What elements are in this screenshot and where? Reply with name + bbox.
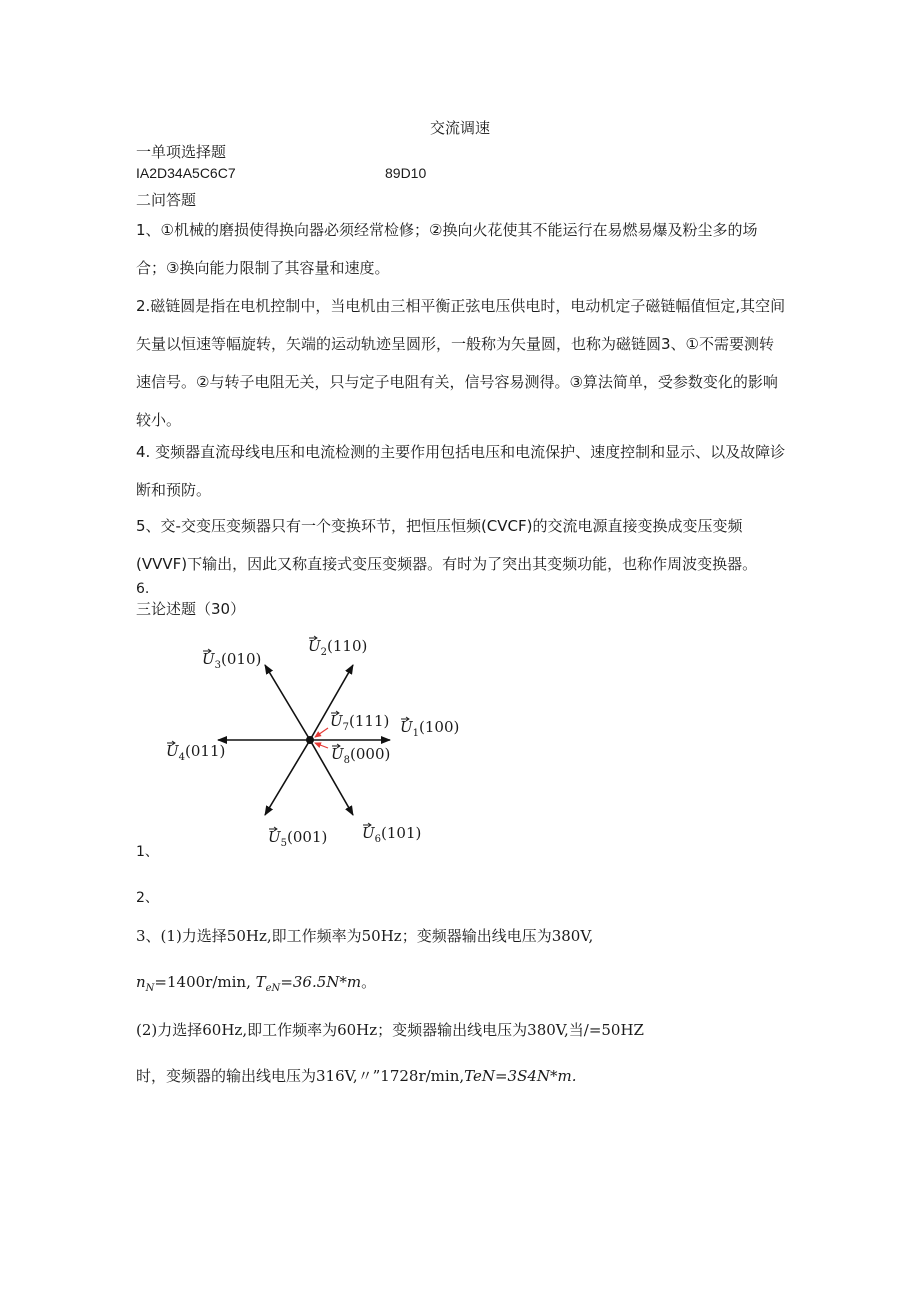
answers-part-a: IA2D34A5C6C7	[136, 165, 236, 181]
section-2-heading: 二问答题	[136, 191, 197, 209]
item-3-line-4	[136, 1065, 577, 1086]
u8-pointer	[315, 743, 328, 748]
answer-5: 5、交-交变压变频器只有一个变换环节，把恒压恒频(CVCF)的交流电源直接变换成变压变频(VVVF)下输出，因此又称直接式变压变频器。有时为了突出其变频功能，也称作周波变换器。	[136, 517, 758, 573]
torque-symbol: T	[255, 973, 266, 991]
speed-subscript: N	[145, 983, 155, 994]
torque-value: =36.5N*m	[280, 973, 362, 991]
section-1-heading: 一单项选择题	[136, 143, 227, 161]
document-title: 交流调速	[429, 119, 490, 137]
torque-subscript: eN	[265, 983, 281, 994]
section-3-heading: 三论述题（30）	[136, 600, 246, 618]
vector-u8-label: $U_8(000)$	[331, 745, 391, 766]
vector-u2-label: $U_2(110)$	[308, 637, 368, 658]
speed-symbol: n	[136, 973, 146, 991]
answer-6: 6.	[136, 581, 150, 597]
vector-u5-arrow	[265, 740, 310, 815]
item-3-line-3: (2)力选择60Hz,即工作频率为60Hz；变频器输出线电压为380V,当/=50HZ	[136, 1021, 644, 1039]
speed-value: =1400r/min,	[154, 973, 251, 991]
answers-part-b: 89D10	[385, 165, 427, 181]
vector-u1-label: $U_1(100)$	[400, 718, 460, 739]
vector-u5-label: $U_5(001)$	[268, 828, 328, 849]
origin-point	[306, 736, 314, 744]
answer-2-3: 2.磁链圆是指在电机控制中，当电机由三相平衡正弦电压供电时，电动机定子磁链幅值恒定,其空间矢量以恒速等幅旋转，矢端的运动轨迹呈圆形，一般称为矢量圆，也称为磁链圆3、①不需要测转速信号。②与转子电阻无关，只与定子电阻有关，信号容易测得。③算法简单，受参数变化的影响较小。	[136, 297, 786, 429]
sentence-end: 。	[361, 973, 377, 991]
vector-u7-label: $U_7(111)$	[330, 712, 390, 733]
item-1: 1、	[136, 844, 159, 860]
item-2: 2、	[136, 890, 159, 906]
item-3-line-4-torque: TeN=3S4N*m.	[464, 1067, 577, 1085]
vector-u3-arrow	[265, 665, 310, 740]
answer-1: 1、①机械的磨损使得换向器必须经常检修；②换向火花使其不能运行在易燃易爆及粉尘多的场合；③换向能力限制了其容量和速度。	[136, 221, 758, 277]
voltage-vector-diagram	[150, 620, 480, 860]
answer-4: 4. 变频器直流母线电压和电流检测的主要作用包括电压和电流保护、速度控制和显示、以及故障诊断和预防。	[136, 443, 786, 499]
vector-u3-label: $U_3(010)$	[202, 650, 262, 671]
item-3-line-4-text: 时，变频器的输出线电压为316V,〃”1728r/min,	[136, 1067, 465, 1085]
vector-u6-label: $U_6(101)$	[362, 824, 422, 845]
item-3-line-1: 3、(1)力选择50Hz,即工作频率为50Hz；变频器输出线电压为380V,	[136, 927, 594, 945]
item-3-line-2	[136, 971, 376, 994]
vector-u4-label: $U_4(011)$	[166, 742, 226, 763]
